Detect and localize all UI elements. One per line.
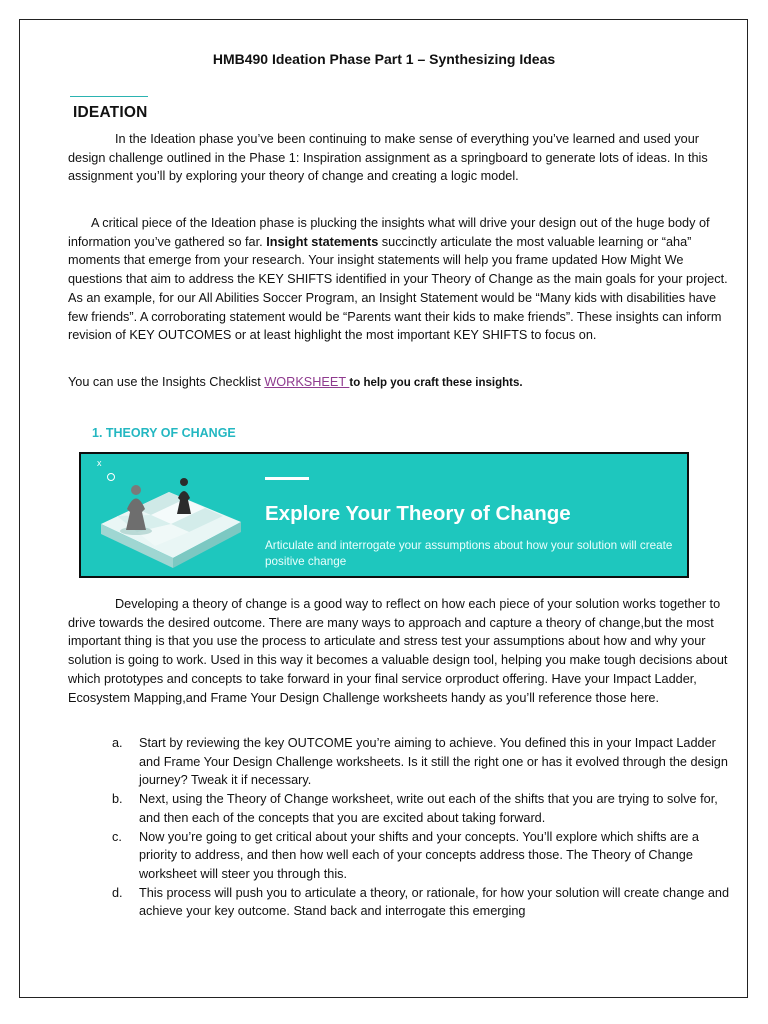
worksheet-text-post: to help you craft these insights. (349, 377, 523, 389)
theory-paragraph: Developing a theory of change is a good way to reflect on how each piece of your solution works together to drive towards the desired outcome. There are many ways to approach and capture a theory of change,but the most important thing is that you use the process to articulate and stress test your assumptions about how and why your solution is going to work. Used in this way it becomes a valuable design tool, helping you make tough decisions about which prototypes and concepts to take forward in your final service orproduct offering. Have your Impact Ladder, Ecosystem Mapping,and Frame Your Design Challenge worksheets handy as you’ll reference those here. (68, 597, 728, 705)
banner-decor-mark: x (97, 458, 102, 468)
list-item-text: Next, using the Theory of Change worksheet, write out each of the shifts that you are trying to solve for, and then each of the concepts that you are excited about taking forward. (139, 792, 718, 825)
list-item-text: Now you’re going to get critical about your shifts and your concepts. You’ll explore which shifts are a priority to address, and then how well each of your concepts address those. The Theory of Change worksheet will steer you through this. (139, 829, 699, 881)
list-item (112, 884, 732, 921)
insight-text-pre: A critical piece of the Ideation phase is plucking the insights what will drive your design out of the huge body of information you’ve gathered so far. (68, 216, 710, 249)
list-item-text: Start by reviewing the key OUTCOME you’re aiming to achieve. You defined this in your Impact Ladder and Frame Your Design Challenge worksheets. Is it still the right one or has it evolved through the design journey? Tweak it if necessary. (139, 736, 728, 788)
list-marker: b. (112, 792, 123, 807)
worksheet-text-pre: You can use the Insights Checklist (68, 375, 265, 389)
intro-paragraph: In the Ideation phase you’ve been continuing to make sense of everything you’ve learned and used your design challenge outlined in the Phase 1: Inspiration assignment as a springboard to generate lots of ideas. In this assignment you’ll by exploring your theory of change and creating a logic model. (68, 132, 708, 184)
list-marker: c. (112, 829, 122, 844)
list-marker: d. (112, 885, 123, 900)
worksheet-link[interactable]: WORKSHEET (264, 375, 350, 389)
worksheet-paragraph (68, 373, 733, 393)
list-item (112, 828, 732, 884)
document-title: HMB490 Ideation Phase Part 1 – Synthesizing Ideas (212, 51, 556, 67)
banner-subtitle: Articulate and interrogate your assumptions about how your solution will create positive change (265, 539, 673, 568)
section-heading: IDEATION (73, 104, 148, 121)
banner-title: Explore Your Theory of Change (265, 502, 571, 525)
insight-bold-term: Insight statements (266, 234, 379, 249)
section-rule (70, 96, 148, 97)
list-item (112, 734, 732, 790)
list-item (112, 790, 732, 827)
insight-text-post: succinctly articulate the most valuable learning or “aha” moments that emerge from your research. Your insight statements will help you frame updated How Might We questions that aim to address the KEY SHIFTS identified in your Theory of Change as the main goals for your project. As an example, for our All Abilities Soccer Program, an Insight Statement would be “Many kids with disabilities have few friends”. A corroborating statement would be “Parents want their kids to make friends”. These insights can inform revision of KEY OUTCOMES or at least highlight the most important KEY SHIFTS to focus on. (68, 234, 728, 343)
banner-accent-line (265, 477, 309, 480)
chess-board-illustration (81, 454, 261, 576)
list-marker: a. (112, 736, 123, 750)
theory-of-change-heading: 1. THEORY OF CHANGE (92, 426, 236, 440)
list-item-text: This process will push you to articulate a theory, or rationale, for how your solution will create change and achieve your key outcome. Stand back and interrogate this emerging (139, 885, 730, 919)
steps-list (112, 734, 732, 921)
theory-of-change-banner (79, 452, 689, 578)
decor-circle-icon (108, 474, 115, 481)
insight-paragraph (68, 214, 733, 345)
